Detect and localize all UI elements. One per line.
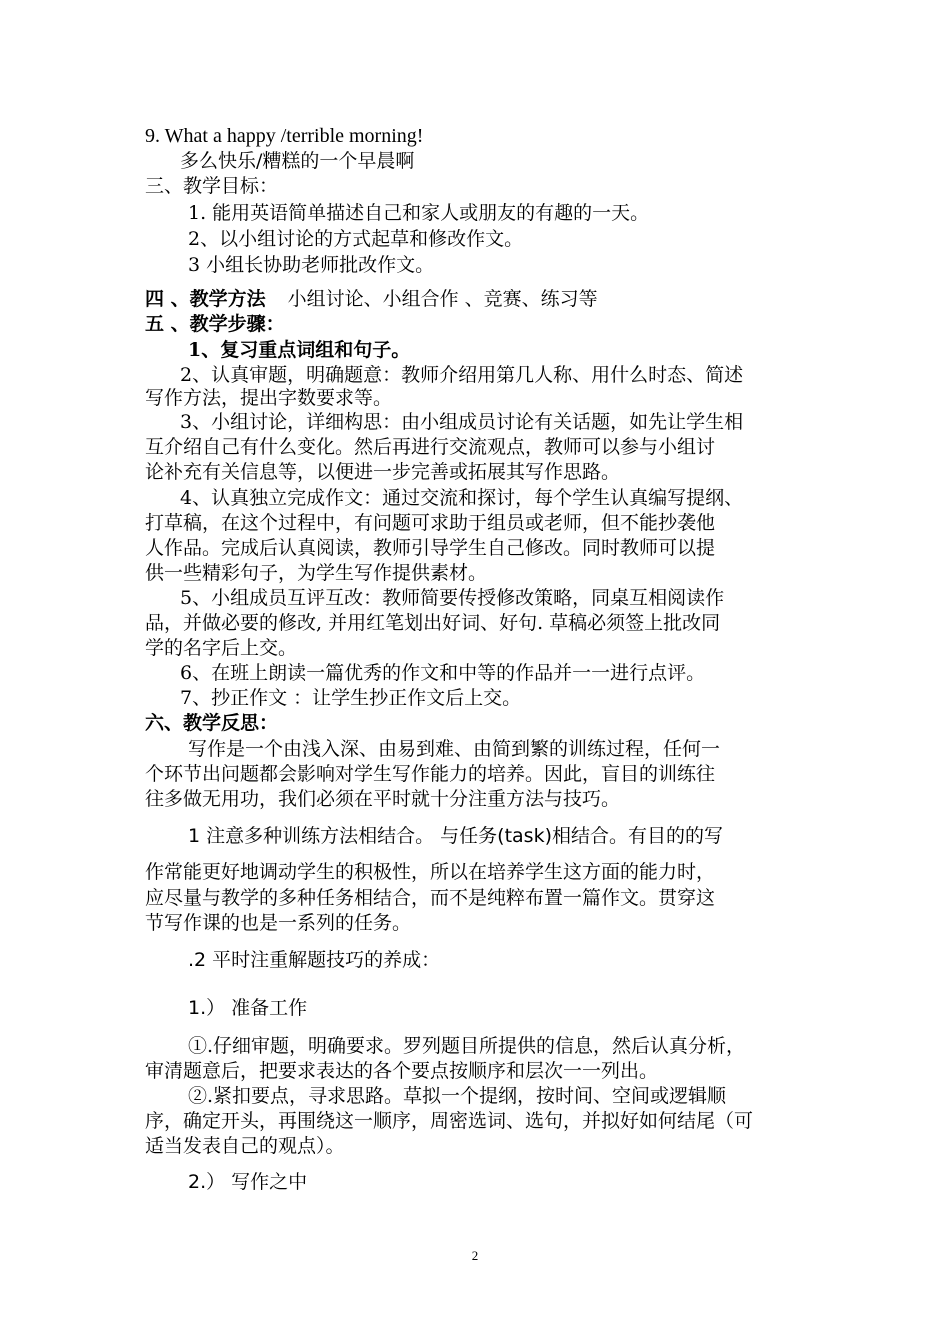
example-translation: 多么快乐/糟糕的一个早晨啊: [180, 150, 415, 172]
heading-reflection: 六、教学反思：: [145, 712, 279, 734]
step-5-line-2: 品，并做必要的修改, 并用红笔划出好词、好句. 草稿必须签上批改同: [145, 612, 721, 634]
step-7: 7、抄正作文 ：让学生抄正作文后上交。: [180, 687, 522, 709]
prep-2-line-2: 序，确定开头，再围绕这一顺序，周密选词、选句，并拟好如何结尾（可: [145, 1110, 754, 1132]
step-1: 1、复习重点词组和句子。: [188, 339, 411, 361]
methods-row: [145, 287, 598, 311]
methods-text: 小组讨论、小组合作 、竞赛、练习等: [287, 288, 598, 310]
prep-2-line-1: ②.紧扣要点，寻求思路。草拟一个提纲，按时间、空间或逻辑顺: [188, 1085, 727, 1107]
step-3-line-3: 论补充有关信息等，以便进一步完善或拓展其写作思路。: [145, 461, 621, 483]
heading-objectives: 三、教学目标：: [145, 175, 279, 197]
step-3-line-1: 3、小组讨论，详细构思：由小组成员讨论有关话题，如先让学生相: [180, 411, 744, 433]
step-4-line-4: 供一些精彩句子，为学生写作提供素材。: [145, 562, 488, 584]
heading-steps: 五 、教学步骤：: [145, 313, 285, 335]
step-5-line-1: 5、小组成员互评互改：教师简要传授修改策略，同桌互相阅读作: [180, 587, 725, 609]
heading-methods: 四 、教学方法: [145, 288, 266, 310]
prep-2-line-3: 适当发表自己的观点）。: [145, 1135, 345, 1157]
step-5-line-3: 学的名字后上交。: [145, 637, 298, 659]
step-2-line-2: 写作方法，提出字数要求等。: [145, 387, 393, 409]
page-number: 2: [471, 1248, 479, 1263]
reflection-line-2: 个环节出问题都会影响对学生写作能力的培养。因此，盲目的训练往: [145, 763, 716, 785]
objective-3: 3 小组长协助老师批改作文。: [188, 254, 435, 276]
objective-2: 2、以小组讨论的方式起草和修改作文。: [188, 228, 524, 250]
step-4-line-2: 打草稿，在这个过程中，有问题可求助于组员或老师，但不能抄袭他: [145, 512, 716, 534]
step-3-line-2: 互介绍自己有什么变化。然后再进行交流观点，教师可以参与小组讨: [145, 436, 716, 458]
step-6: 6、在班上朗读一篇优秀的作文和中等的作品并一一进行点评。: [180, 662, 706, 684]
point-1-line-4: 节写作课的也是一系列的任务。: [145, 912, 412, 934]
reflection-line-3: 往多做无用功，我们必须在平时就十分注重方法与技巧。: [145, 788, 621, 810]
prep-1-line-2: 审清题意后，把要求表达的各个要点按顺序和层次一一列出。: [145, 1060, 659, 1082]
reflection-line-1: 写作是一个由浅入深、由易到难、由简到繁的训练过程，任何一: [188, 738, 721, 760]
step-2-line-1: 2、认真审题，明确题意：教师介绍用第几人称、用什么时态、简述: [180, 364, 744, 386]
subheading-preparation: 1.） 准备工作: [188, 997, 308, 1019]
point-1-line-1: 1 注意多种训练方法相结合。 与任务(task)相结合。有目的的写: [188, 825, 723, 847]
point-1-line-2: 作常能更好地调动学生的积极性，所以在培养学生这方面的能力时，: [145, 861, 716, 883]
step-4-line-1: 4、认真独立完成作文：通过交流和探讨，每个学生认真编写提纲、: [180, 487, 744, 509]
example-sentence: 9. What a happy /terrible morning!: [145, 125, 424, 147]
prep-1-line-1: ①.仔细审题，明确要求。罗列题目所提供的信息，然后认真分析，: [188, 1035, 746, 1057]
step-4-line-3: 人作品。完成后认真阅读，教师引导学生自己修改。同时教师可以提: [145, 537, 716, 559]
point-1-line-3: 应尽量与教学的多种任务相结合，而不是纯粹布置一篇作文。贯穿这: [145, 887, 716, 909]
point-2-heading: .2 平时注重解题技巧的养成：: [188, 949, 441, 971]
subheading-writing: 2.） 写作之中: [188, 1171, 308, 1193]
objective-1: 1. 能用英语简单描述自己和家人或朋友的有趣的一天。: [188, 202, 650, 224]
